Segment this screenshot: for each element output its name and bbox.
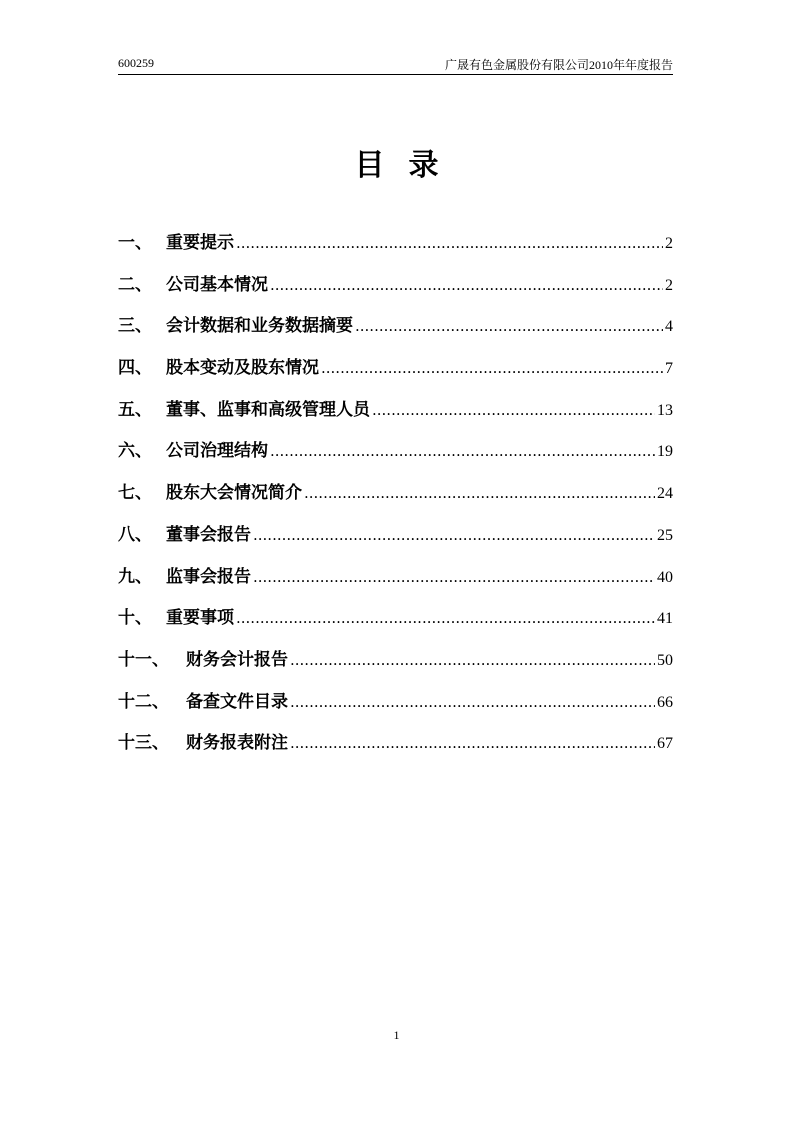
- toc-entry-number: 九、: [118, 566, 152, 587]
- toc-entry[interactable]: [118, 687, 673, 729]
- toc-dot-leader: [236, 234, 663, 252]
- toc-dot-leader: [355, 317, 663, 335]
- toc-entry-title: 公司治理结构: [166, 441, 268, 462]
- toc-entry-page: 7: [665, 360, 673, 378]
- toc-entry[interactable]: [118, 520, 673, 562]
- toc-dot-leader: [253, 526, 655, 544]
- toc-entry-number: 十、: [118, 608, 152, 629]
- toc-entry-title: 重要事项: [166, 608, 234, 629]
- table-of-contents: [118, 228, 673, 770]
- toc-dot-leader: [270, 442, 655, 460]
- toc-entry-number: 十三、: [118, 733, 169, 754]
- toc-entry-title: 会计数据和业务数据摘要: [166, 316, 353, 337]
- toc-dot-leader: [270, 276, 663, 294]
- toc-entry[interactable]: [118, 478, 673, 520]
- toc-entry-page: 13: [657, 401, 673, 419]
- toc-entry-page: 50: [657, 651, 673, 669]
- toc-entry[interactable]: [118, 562, 673, 604]
- toc-entry-title: 监事会报告: [166, 566, 251, 587]
- toc-dot-leader: [236, 609, 655, 627]
- toc-entry[interactable]: [118, 228, 673, 270]
- toc-entry-title: 股东大会情况简介: [166, 483, 302, 504]
- toc-entry-title: 财务报表附注: [186, 733, 288, 754]
- toc-entry-title: 重要提示: [166, 233, 234, 253]
- toc-entry[interactable]: [118, 270, 673, 312]
- report-title: 广晟有色金属股份有限公司2010年年度报告: [444, 58, 673, 72]
- toc-entry-page: 2: [665, 235, 673, 252]
- toc-entry-page: 25: [657, 526, 673, 544]
- header-divider: [118, 74, 673, 75]
- toc-entry[interactable]: [118, 311, 673, 353]
- toc-entry-number: 一、: [118, 233, 152, 253]
- toc-entry-number: 六、: [118, 441, 152, 462]
- toc-entry-title: 股本变动及股东情况: [166, 358, 319, 379]
- toc-entry[interactable]: [118, 645, 673, 687]
- toc-entry[interactable]: [118, 436, 673, 478]
- toc-entry-number: 七、: [118, 483, 152, 504]
- page-title: 目录: [354, 148, 463, 183]
- toc-entry-number: 二、: [118, 274, 152, 295]
- toc-dot-leader: [253, 568, 655, 586]
- toc-entry-page: 66: [657, 693, 673, 711]
- toc-dot-leader: [290, 651, 655, 669]
- toc-entry[interactable]: [118, 603, 673, 645]
- toc-entry-number: 五、: [118, 399, 152, 420]
- toc-dot-leader: [290, 693, 655, 711]
- toc-entry-page: 24: [657, 485, 673, 503]
- toc-entry-title: 公司基本情况: [166, 274, 268, 295]
- toc-entry-number: 四、: [118, 358, 152, 379]
- toc-dot-leader: [290, 734, 655, 752]
- toc-entry-page: 40: [657, 568, 673, 586]
- toc-entry-number: 十一、: [118, 649, 169, 670]
- toc-dot-leader: [321, 359, 663, 377]
- toc-entry-page: 19: [657, 443, 673, 461]
- toc-entry[interactable]: [118, 728, 673, 770]
- toc-entry-number: 八、: [118, 524, 152, 545]
- toc-entry-number: 三、: [118, 316, 152, 337]
- toc-entry-title: 备查文件目录: [186, 691, 288, 712]
- toc-entry-title: 董事、监事和高级管理人员: [166, 399, 370, 420]
- toc-entry-page: 67: [657, 735, 673, 753]
- page-number: 1: [393, 1028, 400, 1042]
- toc-entry-page: 4: [665, 318, 673, 336]
- toc-entry-number: 十二、: [118, 691, 169, 712]
- toc-entry[interactable]: [118, 395, 673, 437]
- toc-entry-title: 财务会计报告: [186, 649, 288, 670]
- toc-entry-title: 董事会报告: [166, 524, 251, 545]
- toc-entry[interactable]: [118, 353, 673, 395]
- stock-code: 600259: [118, 56, 154, 70]
- toc-dot-leader: [304, 484, 655, 502]
- toc-entry-page: 2: [665, 276, 673, 294]
- toc-entry-page: 41: [657, 610, 673, 628]
- toc-dot-leader: [372, 401, 655, 419]
